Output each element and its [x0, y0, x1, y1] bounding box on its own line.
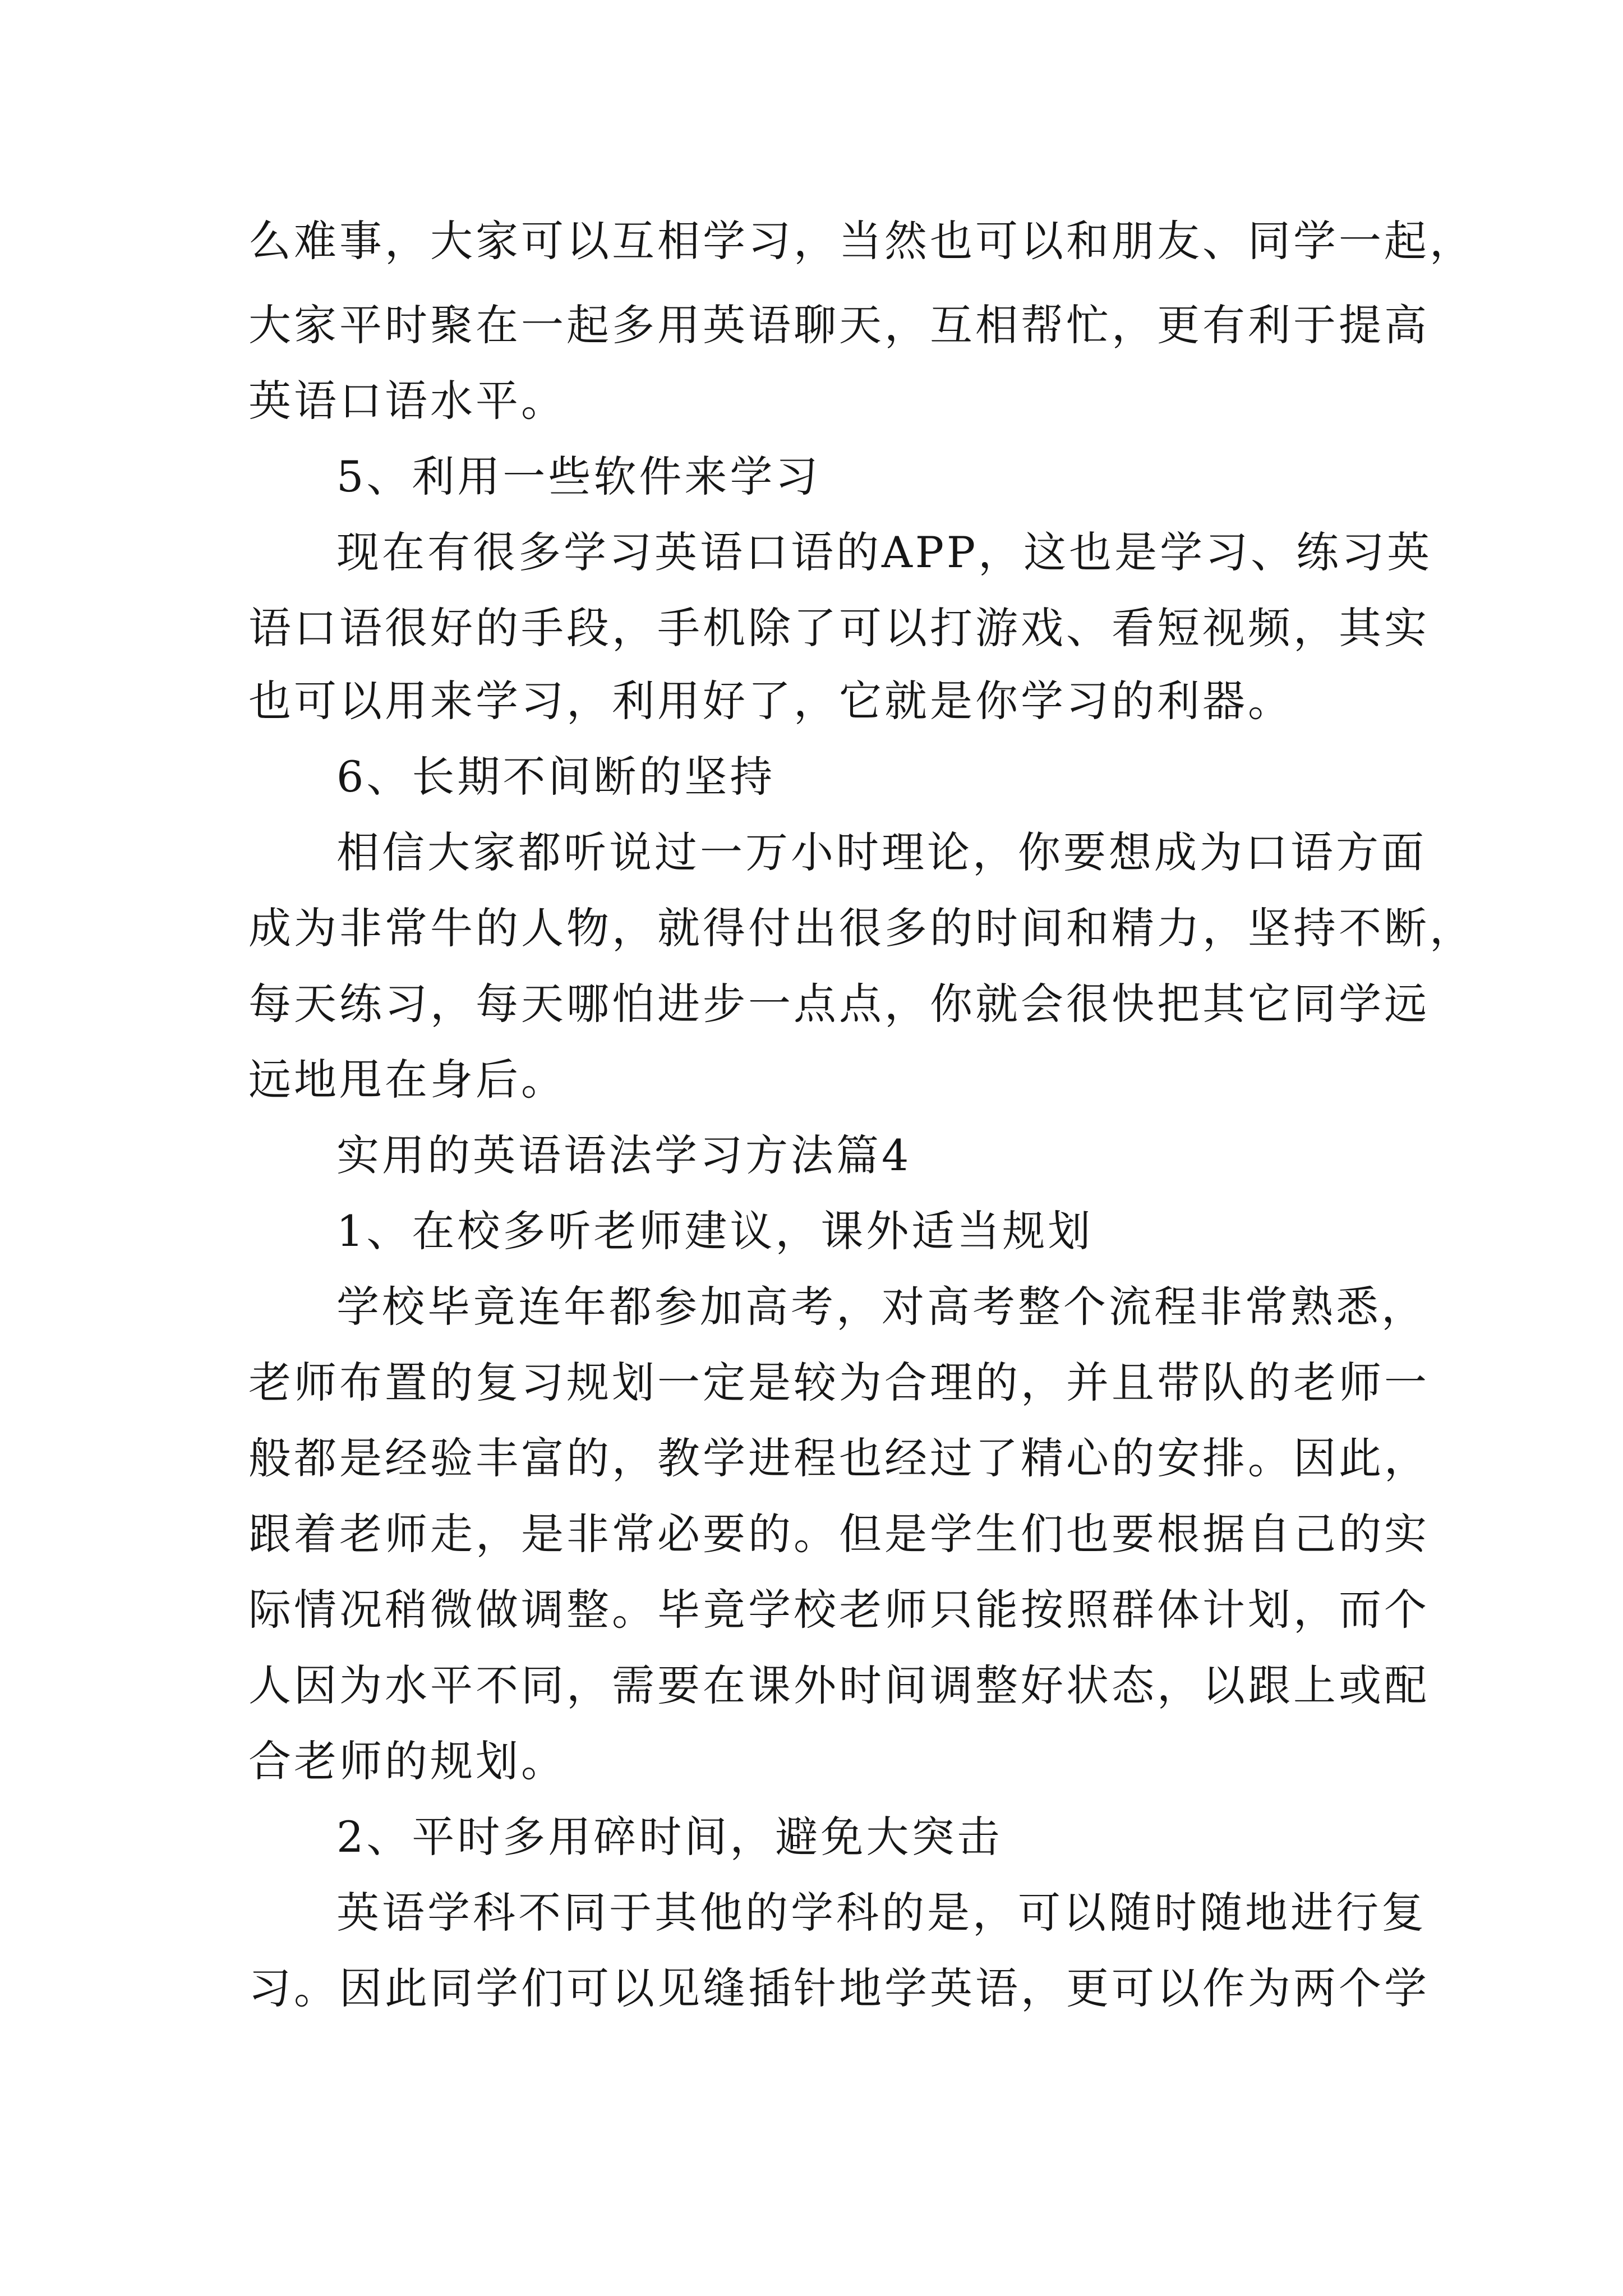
paragraph-line: 成为非常牛的人物，就得付出很多的时间和精力，坚持不断，: [248, 903, 1475, 953]
paragraph-line: 英语口语水平。: [248, 376, 566, 426]
paragraph-line: 人因为水平不同，需要在课外时间调整好状态，以跟上或配: [248, 1660, 1430, 1710]
paragraph-line: 么难事，大家可以互相学习，当然也可以和朋友、同学一起，: [248, 216, 1475, 266]
section-heading: 5、利用一些软件来学习: [336, 452, 821, 501]
paragraph-line: 老师布置的复习规划一定是较为合理的，并且带队的老师一: [248, 1358, 1430, 1407]
paragraph-line: 际情况稍微做调整。毕竟学校老师只能按照群体计划，而个: [248, 1585, 1430, 1635]
paragraph-line: 现在有很多学习英语口语的APP，这也是学习、练习英: [336, 527, 1433, 577]
section-heading: 1、在校多听老师建议，课外适当规划: [336, 1206, 1094, 1256]
paragraph-line: 习。因此同学们可以见缝插针地学英语，更可以作为两个学: [248, 1963, 1430, 2013]
paragraph-line: 学校毕竟连年都参加高考，对高考整个流程非常熟悉，: [336, 1282, 1427, 1332]
paragraph-line: 大家平时聚在一起多用英语聊天，互相帮忙，更有利于提高: [248, 300, 1430, 350]
article-title: 实用的英语语法学习方法篇4: [336, 1130, 912, 1180]
paragraph-line: 语口语很好的手段，手机除了可以打游戏、看短视频，其实: [248, 603, 1430, 653]
paragraph-line: 每天练习，每天哪怕进步一点点，你就会很快把其它同学远: [248, 979, 1430, 1029]
paragraph-line: 相信大家都听说过一万小时理论，你要想成为口语方面: [336, 827, 1427, 877]
paragraph-line: 跟着老师走，是非常必要的。但是学生们也要根据自己的实: [248, 1509, 1430, 1559]
paragraph-line: 英语学科不同于其他的学科的是，可以随时随地进行复: [336, 1888, 1427, 1938]
section-heading: 6、长期不间断的坚持: [336, 752, 776, 802]
paragraph-line: 也可以用来学习，利用好了，它就是你学习的利器。: [248, 676, 1293, 726]
section-heading: 2、平时多用碎时间，避免大突击: [336, 1812, 1003, 1862]
paragraph-line: 合老师的规划。: [248, 1736, 566, 1786]
paragraph-line: 远地甩在身后。: [248, 1055, 566, 1105]
paragraph-line: 般都是经验丰富的，教学进程也经过了精心的安排。因此，: [248, 1433, 1430, 1483]
